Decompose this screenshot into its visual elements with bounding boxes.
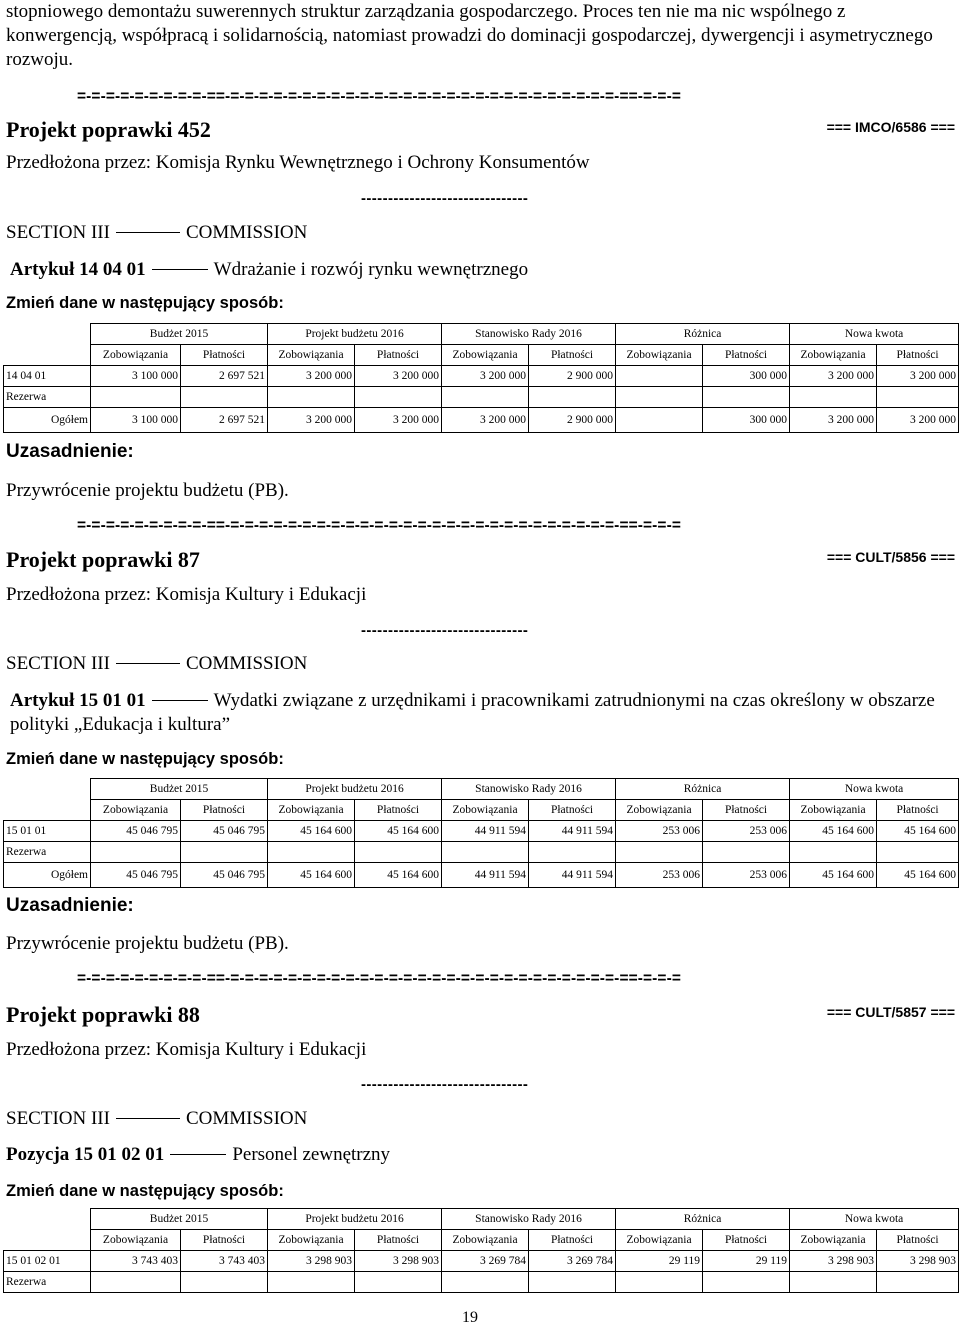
cell: 3 200 000 bbox=[877, 408, 959, 433]
header-payments: Płatności bbox=[877, 1230, 959, 1251]
row-label: 15 01 01 bbox=[4, 821, 91, 842]
table-corner bbox=[4, 324, 91, 345]
cell bbox=[616, 387, 703, 408]
cell bbox=[703, 387, 790, 408]
article-label: Pozycja 15 01 02 01 bbox=[6, 1144, 165, 1165]
intro-paragraph: stopniowego demontażu suwerennych struktur zarządzania gospodarczego. Proces ten nie ma nic wspólnego z konwergencją, współpracą i solidarnością, natomiast prowadzi do dominacji gospodarczej, dywergencji i asymetrycznego rozwoju. bbox=[6, 1, 933, 70]
cell bbox=[442, 1272, 529, 1293]
cell bbox=[616, 366, 703, 387]
header-payments: Płatności bbox=[529, 800, 616, 821]
article-dash bbox=[152, 700, 208, 701]
table-group-header-row bbox=[4, 1209, 959, 1230]
header-payments: Płatności bbox=[703, 800, 790, 821]
cell: 45 164 600 bbox=[790, 821, 877, 842]
cell bbox=[877, 842, 959, 863]
dash-line: ------------------------------- bbox=[361, 1076, 529, 1093]
section-dash bbox=[116, 663, 180, 664]
table-corner bbox=[4, 345, 91, 366]
header-commitments: Zobowiązania bbox=[442, 1230, 529, 1251]
table-total-row bbox=[4, 863, 959, 888]
submitted-by: Przedłożona przez: Komisja Kultury i Edukacji bbox=[6, 1039, 367, 1060]
cell bbox=[355, 1272, 442, 1293]
cell bbox=[703, 842, 790, 863]
cell bbox=[268, 387, 355, 408]
header-payments: Płatności bbox=[181, 800, 268, 821]
cell: 3 298 903 bbox=[355, 1251, 442, 1272]
article-label: Artykuł 15 01 01 bbox=[10, 690, 146, 711]
cell bbox=[91, 1272, 181, 1293]
header-payments: Płatności bbox=[529, 345, 616, 366]
cell: 253 006 bbox=[616, 821, 703, 842]
total-label: Ogółem bbox=[4, 863, 91, 888]
cell bbox=[181, 842, 268, 863]
cell: 3 200 000 bbox=[442, 408, 529, 433]
change-instruction: Zmień dane w następujący sposób: bbox=[6, 294, 284, 312]
cell: 2 900 000 bbox=[529, 408, 616, 433]
header-council-position-2016: Stanowisko Rady 2016 bbox=[442, 324, 616, 345]
cell: 44 911 594 bbox=[442, 863, 529, 888]
cell bbox=[877, 387, 959, 408]
change-instruction: Zmień dane w następujący sposób: bbox=[6, 1182, 284, 1200]
cell: 2 697 521 bbox=[181, 408, 268, 433]
table-row bbox=[4, 842, 959, 863]
cell: 45 164 600 bbox=[268, 863, 355, 888]
cell bbox=[91, 842, 181, 863]
cell: 3 298 903 bbox=[790, 1251, 877, 1272]
cell: 3 269 784 bbox=[529, 1251, 616, 1272]
amendment-code: === CULT/5857 === bbox=[826, 1004, 955, 1020]
cell: 3 200 000 bbox=[877, 366, 959, 387]
row-label: Rezerwa bbox=[4, 842, 91, 863]
cell: 300 000 bbox=[703, 408, 790, 433]
cell bbox=[91, 387, 181, 408]
header-payments: Płatności bbox=[355, 345, 442, 366]
cell bbox=[181, 1272, 268, 1293]
section-heading bbox=[6, 1108, 307, 1130]
cell: 3 100 000 bbox=[91, 408, 181, 433]
section-label: SECTION III bbox=[6, 1108, 110, 1129]
cell: 3 200 000 bbox=[790, 366, 877, 387]
header-commitments: Zobowiązania bbox=[442, 800, 529, 821]
cell: 45 046 795 bbox=[181, 821, 268, 842]
amendment-code: === CULT/5856 === bbox=[826, 549, 955, 565]
table-row bbox=[4, 1251, 959, 1272]
dash-line: ------------------------------- bbox=[361, 190, 529, 207]
header-draft-budget-2016: Projekt budżetu 2016 bbox=[268, 1209, 442, 1230]
header-payments: Płatności bbox=[703, 345, 790, 366]
section-name: COMMISSION bbox=[185, 222, 308, 243]
cell: 44 911 594 bbox=[529, 863, 616, 888]
table-row bbox=[4, 366, 959, 387]
article-dash bbox=[152, 269, 208, 270]
header-commitments: Zobowiązania bbox=[91, 1230, 181, 1251]
table-sub-header-row bbox=[4, 345, 959, 366]
header-commitments: Zobowiązania bbox=[616, 345, 703, 366]
cell: 253 006 bbox=[703, 863, 790, 888]
row-label: Rezerwa bbox=[4, 387, 91, 408]
article-text: Personel zewnętrzny bbox=[232, 1144, 391, 1165]
header-commitments: Zobowiązania bbox=[790, 345, 877, 366]
header-commitments: Zobowiązania bbox=[790, 800, 877, 821]
cell: 3 743 403 bbox=[91, 1251, 181, 1272]
header-payments: Płatności bbox=[181, 345, 268, 366]
header-commitments: Zobowiązania bbox=[268, 800, 355, 821]
header-budget-2015: Budżet 2015 bbox=[91, 324, 268, 345]
separator-line: =-=-=-=-=-=-=-=-=-==-=-=-=-=-=-=-=-=-=-=-=-=-=-=-=-=-=-=-=-=-=-=-=-=-=-=-=-==-=-=-= bbox=[77, 517, 681, 534]
header-commitments: Zobowiązania bbox=[442, 345, 529, 366]
amendment-code: === IMCO/6586 === bbox=[826, 119, 955, 135]
cell: 253 006 bbox=[703, 821, 790, 842]
cell bbox=[529, 842, 616, 863]
justification-heading: Uzasadnienie: bbox=[6, 895, 134, 916]
cell bbox=[529, 387, 616, 408]
section-label: SECTION III bbox=[6, 222, 110, 243]
cell: 45 164 600 bbox=[355, 821, 442, 842]
cell bbox=[616, 842, 703, 863]
dash-line: ------------------------------- bbox=[361, 622, 529, 639]
table-corner bbox=[4, 1209, 91, 1230]
amendment-title: Projekt poprawki 452 bbox=[6, 117, 211, 142]
cell bbox=[442, 387, 529, 408]
submitted-by: Przedłożona przez: Komisja Kultury i Edukacji bbox=[6, 584, 367, 605]
cell: 3 743 403 bbox=[181, 1251, 268, 1272]
budget-table bbox=[3, 323, 959, 433]
cell bbox=[181, 387, 268, 408]
cell: 3 200 000 bbox=[790, 408, 877, 433]
article-text: Wydatki związane z urzędnikami i pracownikami zatrudnionymi na czas określony w obszarze polityki „Edukacja i kultura” bbox=[10, 690, 935, 735]
cell: 45 164 600 bbox=[790, 863, 877, 888]
cell bbox=[790, 387, 877, 408]
section-name: COMMISSION bbox=[185, 653, 308, 674]
header-payments: Płatności bbox=[355, 800, 442, 821]
separator-line: =-=-=-=-=-=-=-=-=-==-=-=-=-=-=-=-=-=-=-=-=-=-=-=-=-=-=-=-=-=-=-=-=-=-=-=-=-==-=-=-= bbox=[77, 970, 681, 987]
header-commitments: Zobowiązania bbox=[268, 1230, 355, 1251]
change-instruction: Zmień dane w następujący sposób: bbox=[6, 750, 284, 768]
cell bbox=[268, 1272, 355, 1293]
header-payments: Płatności bbox=[703, 1230, 790, 1251]
cell: 300 000 bbox=[703, 366, 790, 387]
header-commitments: Zobowiązania bbox=[616, 800, 703, 821]
amendment-title: Projekt poprawki 87 bbox=[6, 547, 200, 572]
cell: 3 100 000 bbox=[91, 366, 181, 387]
cell: 44 911 594 bbox=[529, 821, 616, 842]
table-group-header-row bbox=[4, 324, 959, 345]
header-payments: Płatności bbox=[529, 1230, 616, 1251]
cell: 3 200 000 bbox=[355, 366, 442, 387]
row-label: 14 04 01 bbox=[4, 366, 91, 387]
cell bbox=[616, 1272, 703, 1293]
submitted-by: Przedłożona przez: Komisja Rynku Wewnętrznego i Ochrony Konsumentów bbox=[6, 152, 590, 173]
section-dash bbox=[116, 1118, 180, 1119]
row-label: 15 01 02 01 bbox=[4, 1251, 91, 1272]
table-row bbox=[4, 1272, 959, 1293]
table-total-row bbox=[4, 408, 959, 433]
header-budget-2015: Budżet 2015 bbox=[91, 779, 268, 800]
cell bbox=[790, 1272, 877, 1293]
section-label: SECTION III bbox=[6, 653, 110, 674]
section-heading bbox=[6, 222, 307, 244]
header-council-position-2016: Stanowisko Rady 2016 bbox=[442, 779, 616, 800]
budget-table bbox=[3, 778, 959, 888]
header-new-amount: Nowa kwota bbox=[790, 779, 959, 800]
section-dash bbox=[116, 232, 180, 233]
justification-heading: Uzasadnienie: bbox=[6, 441, 134, 462]
cell: 3 200 000 bbox=[355, 408, 442, 433]
cell: 45 164 600 bbox=[268, 821, 355, 842]
cell: 29 119 bbox=[616, 1251, 703, 1272]
table-row bbox=[4, 821, 959, 842]
header-new-amount: Nowa kwota bbox=[790, 1209, 959, 1230]
table-corner bbox=[4, 800, 91, 821]
header-difference: Różnica bbox=[616, 779, 790, 800]
cell: 45 164 600 bbox=[877, 821, 959, 842]
cell bbox=[442, 842, 529, 863]
table-corner bbox=[4, 779, 91, 800]
cell bbox=[355, 387, 442, 408]
cell: 45 046 795 bbox=[91, 821, 181, 842]
cell: 3 200 000 bbox=[268, 408, 355, 433]
header-payments: Płatności bbox=[877, 345, 959, 366]
article-text: Wdrażanie i rozwój rynku wewnętrznego bbox=[213, 259, 529, 280]
table-group-header-row bbox=[4, 779, 959, 800]
table-row bbox=[4, 387, 959, 408]
header-payments: Płatności bbox=[355, 1230, 442, 1251]
cell: 45 164 600 bbox=[877, 863, 959, 888]
header-council-position-2016: Stanowisko Rady 2016 bbox=[442, 1209, 616, 1230]
header-commitments: Zobowiązania bbox=[91, 800, 181, 821]
budget-table bbox=[3, 1208, 959, 1293]
cell: 2 697 521 bbox=[181, 366, 268, 387]
article-heading bbox=[10, 259, 528, 281]
header-commitments: Zobowiązania bbox=[268, 345, 355, 366]
amendment-title: Projekt poprawki 88 bbox=[6, 1002, 200, 1027]
cell: 2 900 000 bbox=[529, 366, 616, 387]
justification-text: Przywrócenie projektu budżetu (PB). bbox=[6, 480, 289, 501]
cell: 44 911 594 bbox=[442, 821, 529, 842]
header-difference: Różnica bbox=[616, 324, 790, 345]
header-commitments: Zobowiązania bbox=[616, 1230, 703, 1251]
cell: 3 298 903 bbox=[877, 1251, 959, 1272]
cell: 29 119 bbox=[703, 1251, 790, 1272]
header-new-amount: Nowa kwota bbox=[790, 324, 959, 345]
row-label: Rezerwa bbox=[4, 1272, 91, 1293]
cell bbox=[616, 408, 703, 433]
cell bbox=[790, 842, 877, 863]
header-payments: Płatności bbox=[181, 1230, 268, 1251]
article-heading bbox=[6, 1144, 390, 1166]
header-commitments: Zobowiązania bbox=[91, 345, 181, 366]
section-name: COMMISSION bbox=[185, 1108, 308, 1129]
table-corner bbox=[4, 1230, 91, 1251]
total-label: Ogółem bbox=[4, 408, 91, 433]
header-budget-2015: Budżet 2015 bbox=[91, 1209, 268, 1230]
table-sub-header-row bbox=[4, 1230, 959, 1251]
cell bbox=[703, 1272, 790, 1293]
separator-line: =-=-=-=-=-=-=-=-=-==-=-=-=-=-=-=-=-=-=-=-=-=-=-=-=-=-=-=-=-=-=-=-=-=-=-=-=-==-=-=-= bbox=[77, 88, 681, 105]
article-label: Artykuł 14 04 01 bbox=[10, 259, 146, 280]
cell: 253 006 bbox=[616, 863, 703, 888]
header-draft-budget-2016: Projekt budżetu 2016 bbox=[268, 324, 442, 345]
justification-text: Przywrócenie projektu budżetu (PB). bbox=[6, 933, 289, 954]
cell bbox=[355, 842, 442, 863]
cell bbox=[529, 1272, 616, 1293]
cell: 3 200 000 bbox=[268, 366, 355, 387]
header-payments: Płatności bbox=[877, 800, 959, 821]
header-commitments: Zobowiązania bbox=[790, 1230, 877, 1251]
header-draft-budget-2016: Projekt budżetu 2016 bbox=[268, 779, 442, 800]
cell: 3 298 903 bbox=[268, 1251, 355, 1272]
article-dash bbox=[170, 1154, 226, 1155]
cell bbox=[268, 842, 355, 863]
cell: 3 200 000 bbox=[442, 366, 529, 387]
section-heading bbox=[6, 653, 307, 675]
cell: 3 269 784 bbox=[442, 1251, 529, 1272]
article-heading bbox=[10, 689, 950, 737]
header-difference: Różnica bbox=[616, 1209, 790, 1230]
cell: 45 046 795 bbox=[91, 863, 181, 888]
page-number: 19 bbox=[462, 1309, 478, 1326]
cell: 45 046 795 bbox=[181, 863, 268, 888]
cell: 45 164 600 bbox=[355, 863, 442, 888]
table-sub-header-row bbox=[4, 800, 959, 821]
cell bbox=[877, 1272, 959, 1293]
